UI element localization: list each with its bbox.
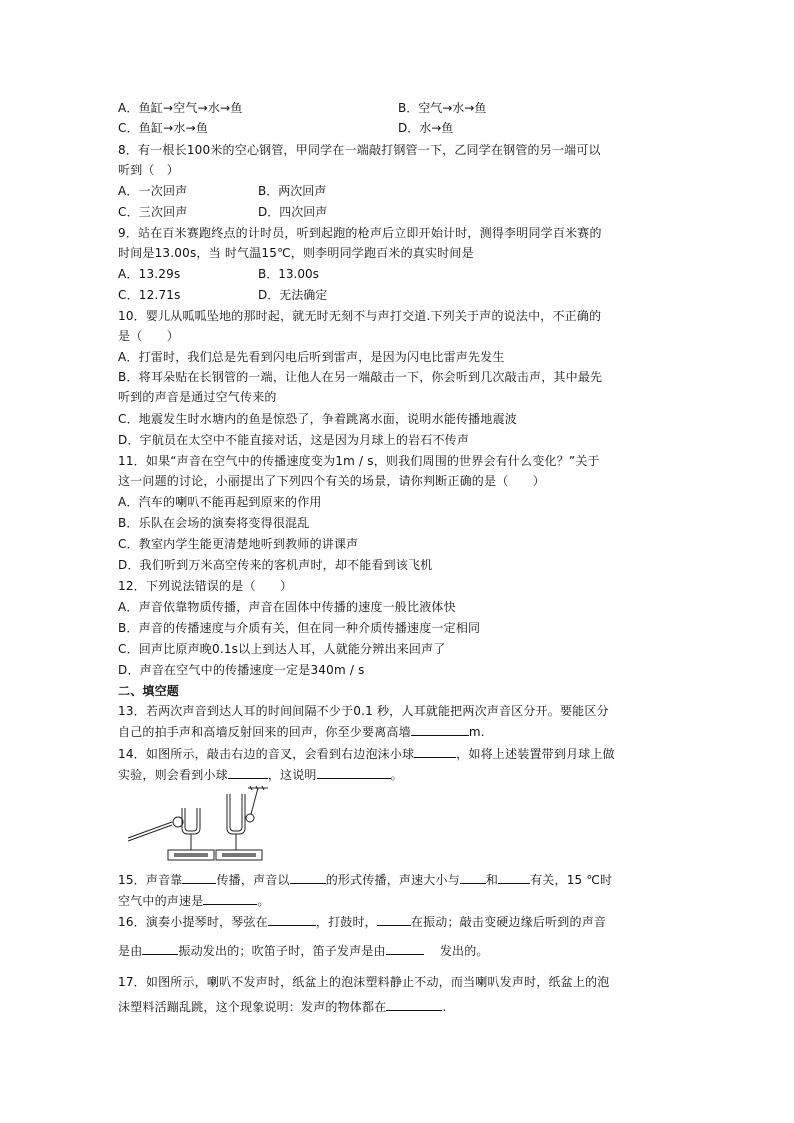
q12-option-d: D．声音在空气中的传播速度一定是340m / s: [118, 663, 365, 677]
q15-text-f: 空气中的声速是: [118, 894, 204, 908]
q16-text-f: 发出的。: [439, 944, 489, 958]
q16-answer-blank-1[interactable]: [268, 913, 316, 926]
q8-stem-line2: 听到（ ）: [118, 163, 180, 177]
q14-stem-line1: [118, 745, 615, 762]
q15-answer-blank-1[interactable]: [182, 871, 216, 884]
q13-stem-line2: [118, 723, 485, 740]
q11-option-b: B．乐队在会场的演奏将变得很混乱: [118, 516, 310, 530]
q10-stem-line2: 是（ ）: [118, 329, 180, 343]
q8-option-c: C．三次回声: [118, 205, 188, 219]
q10-option-b-line1: B．将耳朵贴在长钢管的一端，让他人在另一端敲击一下，你会听到几次敲击声，其中最先: [118, 370, 603, 384]
section-heading-fill-blank: 二、填空题: [118, 684, 180, 698]
q15-text-b: 传播，声音以: [216, 873, 290, 887]
ball-string: [251, 788, 258, 814]
q8-stem-line1: 8．有一根长100米的空心钢管，甲同学在一端敲打钢管一下，乙同学在钢管的另一端可以: [118, 143, 601, 157]
right-fork-prongs-inner: [230, 794, 242, 831]
q8-option-b: B．两次回声: [258, 184, 327, 198]
q9-option-b: B．13.00s: [258, 267, 319, 281]
q15-answer-blank-2[interactable]: [290, 871, 326, 884]
q12-stem: 12．下列说法错误的是（ ）: [118, 579, 293, 593]
q15-answer-blank-5[interactable]: [203, 892, 257, 905]
q16-stem-line2: [118, 942, 489, 959]
q14-text-b: ，如将上述装置带到月球上做: [456, 747, 615, 761]
q15-answer-blank-3[interactable]: [460, 871, 486, 884]
q15-text-g: 。: [257, 894, 270, 908]
q14-text-e: 。: [390, 768, 403, 782]
q11-option-c: C．教室内学生能更清楚地听到教师的讲课声: [118, 537, 359, 551]
left-fork-prongs-inner: [185, 808, 197, 831]
q14-text-d: ，这说明: [267, 768, 317, 782]
q14-stem-line2: [118, 766, 403, 783]
right-box-hole: [222, 853, 256, 857]
q16-answer-blank-4[interactable]: [386, 942, 424, 955]
q9-stem-line1: 9．站在百米赛跑终点的计时员，听到起跑的枪声后立即开始计时，测得李明同学百米赛的: [118, 226, 602, 240]
q7-option-c: C．鱼缸→水→鱼: [118, 121, 209, 135]
q10-stem-line1: 10．婴儿从呱呱坠地的那时起，就无时无刻不与声打交道.下列关于声的说法中，不正确的: [118, 309, 602, 323]
q13-stem-line1: 13．若两次声音到达人耳的时间间隔不少于0.1 秒，人耳就能把两次声音区分开。要能区分: [118, 704, 609, 718]
q14-answer-blank-3[interactable]: [317, 766, 391, 779]
q15-answer-blank-4[interactable]: [498, 871, 530, 884]
q7-option-a: A．鱼缸→空气→水→鱼: [118, 101, 243, 115]
q15-text-e: 有关，15 ℃时: [530, 873, 613, 887]
foam-ball: [246, 814, 254, 822]
q9-stem-line2: 时间是13.00s，当 时气温15℃，则李明同学跑百米的真实时间是: [118, 246, 474, 260]
q11-option-d: D．我们听到万米高空传来的客机声时，却不能看到该飞机: [118, 558, 433, 572]
q12-option-b: B．声音的传播速度与介质有关，但在同一种介质传播速度一定相同: [118, 621, 481, 635]
q16-answer-blank-2[interactable]: [377, 913, 411, 926]
q11-stem-line2: 这一问题的讨论，小丽提出了下列四个有关的场景，请你判断正确的是（ ）: [118, 474, 546, 488]
q12-option-a: A．声音依靠物质传播，声音在固体中传播的速度一般比液体快: [118, 600, 456, 614]
q14-answer-blank-2[interactable]: [228, 766, 268, 779]
mallet-handle: [128, 822, 172, 838]
q16-text-e: 振动发出的；吹笛子时，笛子发声是由: [178, 944, 386, 958]
q12-option-c: C．回声比原声晚0.1s以上到达人耳，人就能分辨出来回声了: [118, 642, 446, 656]
q14-answer-blank-1[interactable]: [414, 745, 456, 758]
q9-option-d: D．无法确定: [258, 288, 328, 302]
q16-text-c: 在振动；敲击变硬边缘后听到的声音: [410, 915, 607, 929]
q8-option-a: A．一次回声: [118, 184, 188, 198]
tuning-fork-figure: [126, 784, 276, 868]
q11-option-a: A．汽车的喇叭不能再起到原来的作用: [118, 495, 322, 509]
q10-option-a: A．打雷时，我们总是先看到闪电后听到雷声，是因为闪电比雷声先发生: [118, 350, 505, 364]
q15-text-c: 的形式传播，声速大小与: [325, 873, 460, 887]
q11-stem-line1: 11．如果“声音在空气中的传播速度变为1m / s，则我们周围的世界会有什么变化？”关于: [118, 454, 600, 468]
q13-text-b: m.: [468, 725, 485, 739]
q13-text-a: 自己的拍手声和高墙反射回来的回声，你至少要离高墙: [118, 725, 411, 739]
q16-text-a: 16．演奏小提琴时，琴弦在: [118, 915, 268, 929]
q9-option-a: A．13.29s: [118, 267, 181, 281]
q15-text-d: 和: [485, 873, 499, 887]
q10-option-d: D．宇航员在太空中不能直接对话，这是因为月球上的岩石不传声: [118, 433, 470, 447]
mallet-handle-edge: [128, 825, 172, 841]
q16-answer-blank-3[interactable]: [142, 942, 178, 955]
q10-option-b-line2: 听到的声音是通过空气传来的: [118, 390, 277, 404]
q15-text-a: 15．声音靠: [118, 873, 183, 887]
q8-option-d: D．四次回声: [258, 205, 328, 219]
q17-text-b: .: [442, 1000, 447, 1014]
q15-stem-line1: [118, 871, 612, 888]
q13-answer-blank[interactable]: [411, 723, 469, 736]
q17-text-a: 沫塑料活蹦乱跳，这个现象说明：发声的物体都在: [118, 1000, 387, 1014]
q17-answer-blank[interactable]: [386, 998, 442, 1011]
q14-text-c: 实验，则会看到小球: [118, 768, 228, 782]
q15-stem-line2: [118, 892, 270, 909]
q10-option-c: C．地震发生时水塘内的鱼是惊恐了，争着跳离水面，说明水能传播地震波: [118, 412, 517, 426]
q17-stem-line2: [118, 998, 446, 1015]
q7-option-b: B．空气→水→鱼: [398, 101, 487, 115]
q14-text-a: 14．如图所示，敲击右边的音叉，会看到右边泡沫小球: [118, 747, 415, 761]
q16-stem-line1: [118, 913, 606, 930]
q16-text-b: ，打鼓时，: [315, 915, 377, 929]
q17-stem-line1: 17．如图所示，喇叭不发声时，纸盆上的泡沫塑料静止不动，而当喇叭发声时，纸盆上的泡: [118, 975, 610, 989]
q16-text-d: 是由: [118, 944, 143, 958]
left-box-hole: [174, 853, 208, 857]
q9-option-c: C．12.71s: [118, 288, 181, 302]
q7-option-d: D．水→鱼: [398, 121, 454, 135]
